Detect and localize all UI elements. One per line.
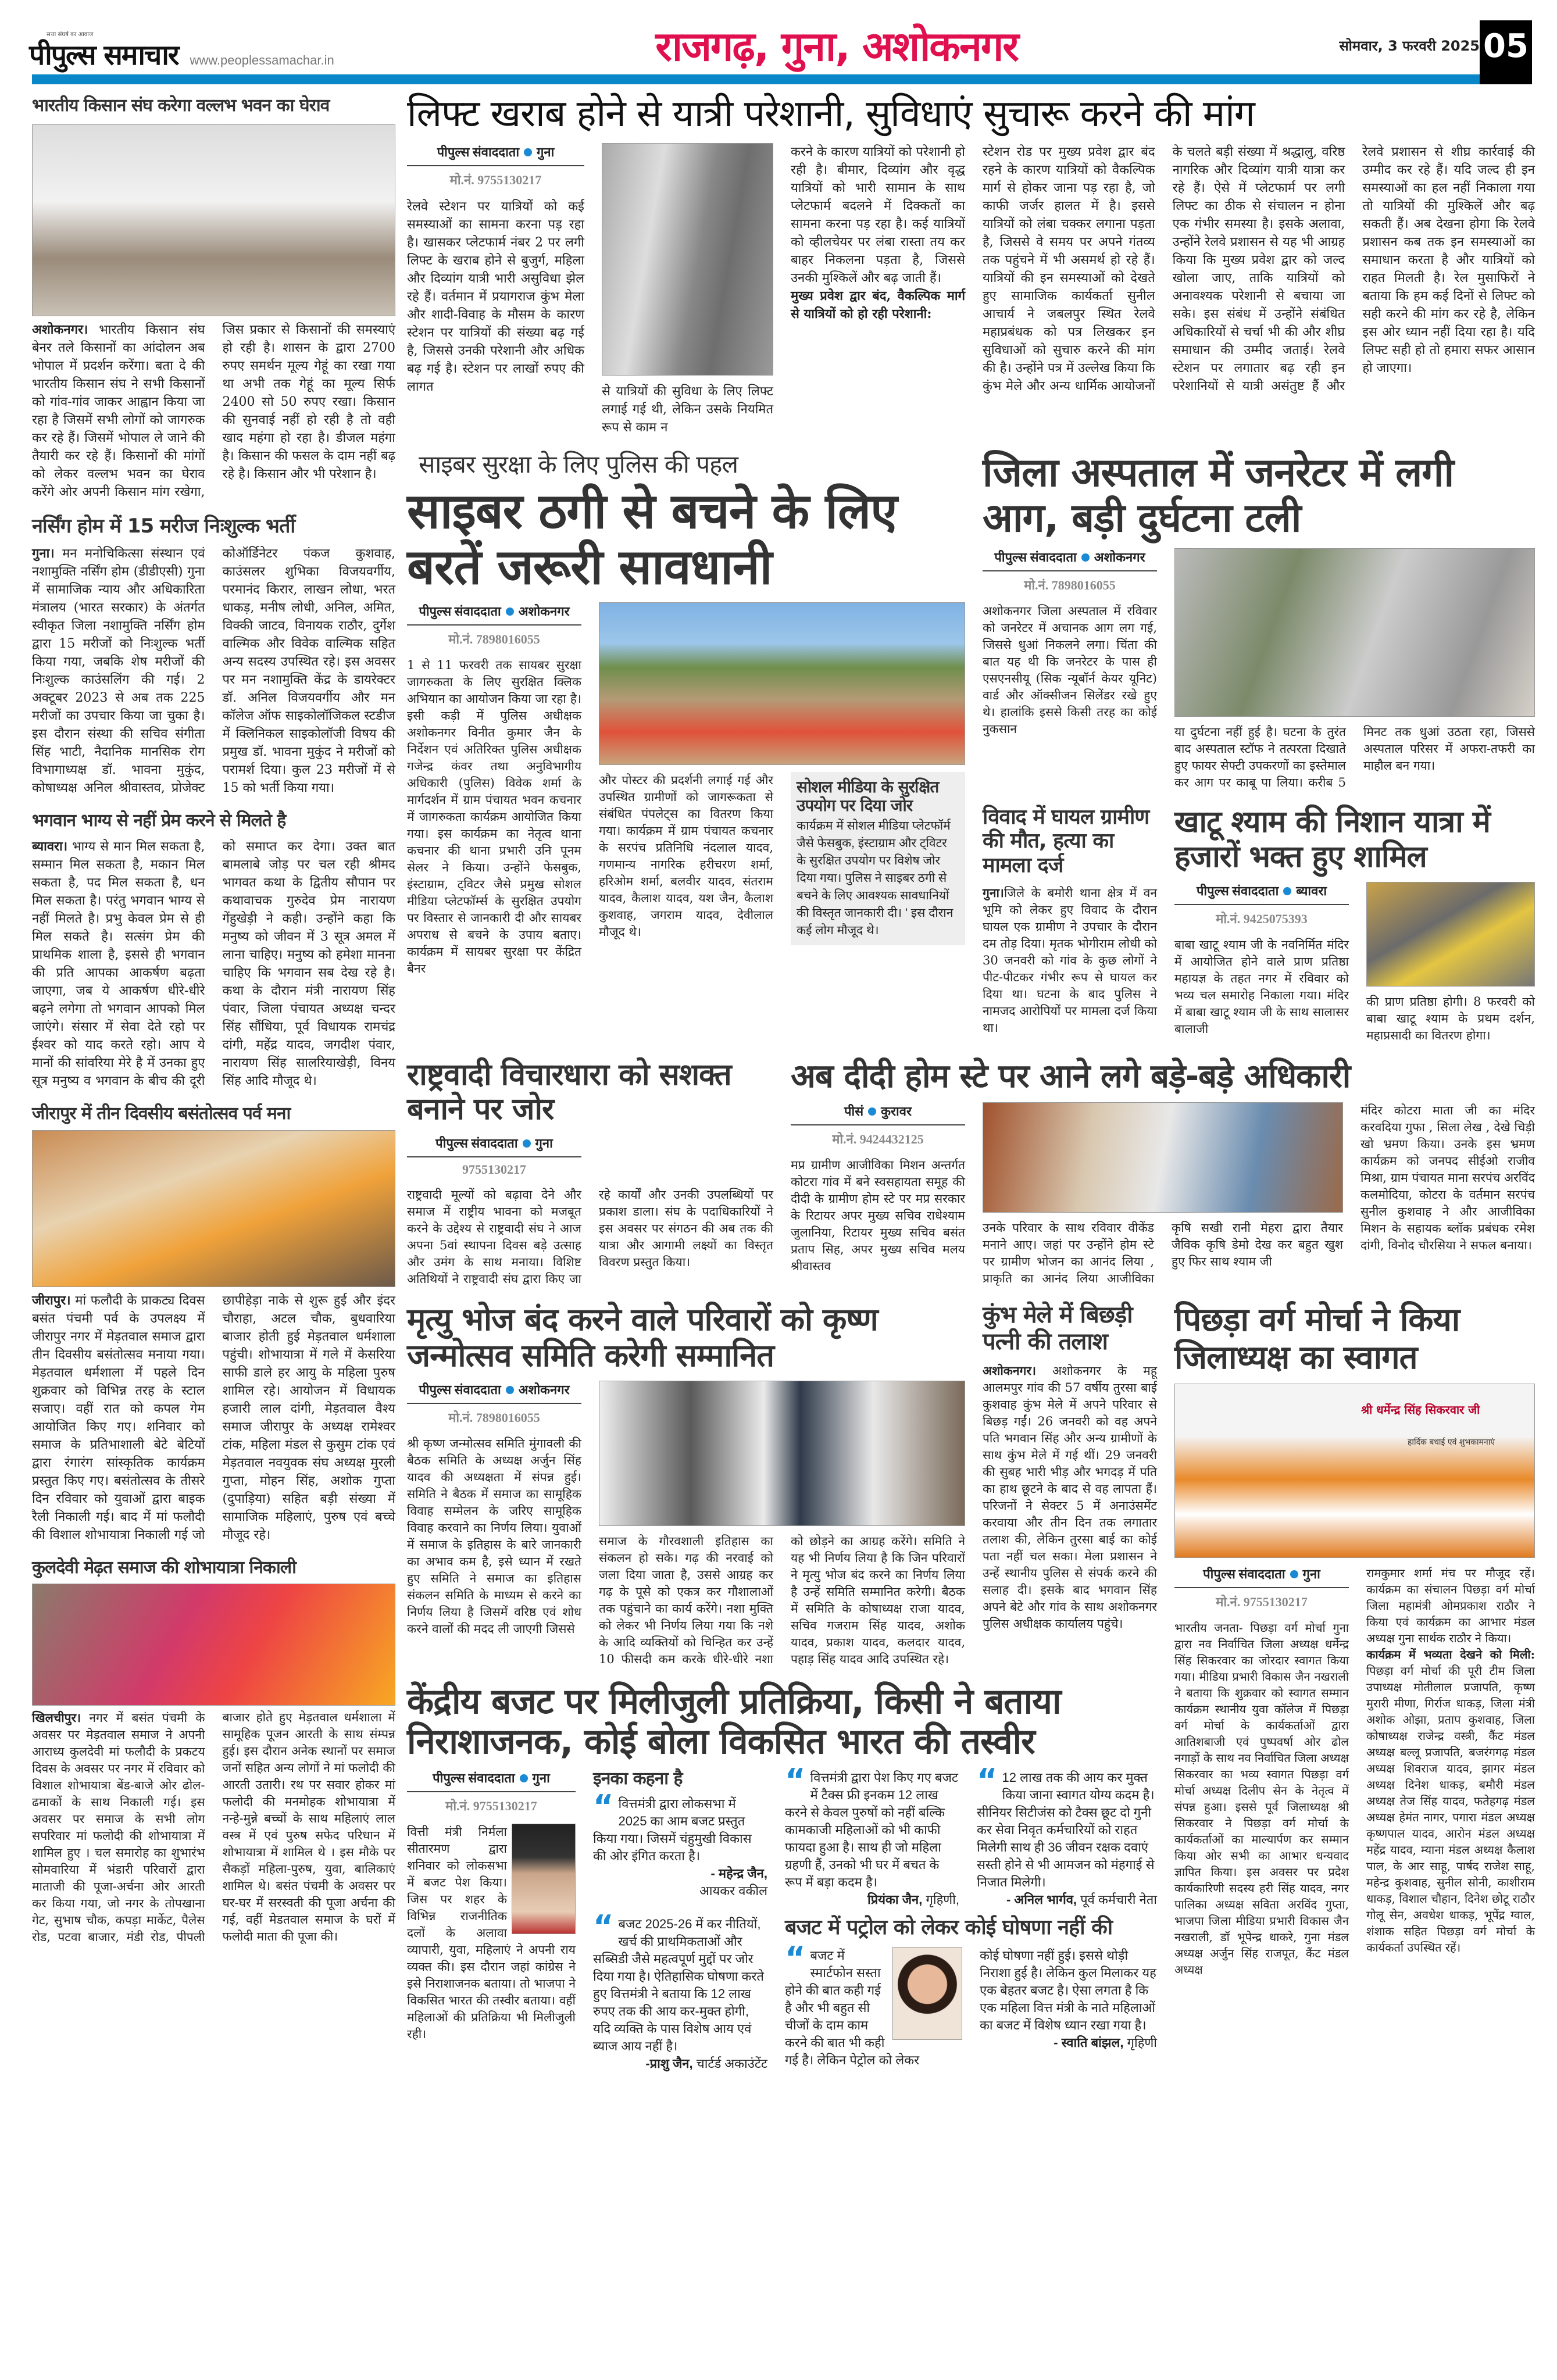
dateline: खिलचीपुर।: [32, 1710, 81, 1725]
reporter: पीपुल्स संवाददाता: [1196, 883, 1279, 898]
story-kuldevi: [32, 1558, 395, 1946]
opinion-text: बजट 2025-26 में कर नीतियों, खर्च की प्राथमिकताओं और सब्सिडी जैसे महत्वपूर्ण मुद्दों पर जोर दिया गया है। ऐतिहासिक घोषणा करते हुए वित्तमंत्री ने बताया कि 12 लाख रुपए तक की आय कर-मुक्त होगी, यदि व्यक्ति के पास विशेष आय एवं ब्याज आय नहीं है।: [593, 1917, 764, 2054]
article-text: 1 से 11 फरवरी तक सायबर सुरक्षा जागरुकता के लिए सुरक्षित क्लिक अभियान का आयोजन किया जा रहा है। इसी कड़ी में पुलिस अधीक्षक अशोकनगर विनीत कुमार जैन के निर्देशन एवं अतिरिक्त पुलिस अधीक्षक गजेन्द्र कंवर तथा अनुविभागीय अधिकारी (पुलिस) विवेक शर्मा के मार्गदर्शन में ग्राम पंचायत भवन कचनार में जागरुकता कार्यक्रम आयोजित किया गया। इस कार्यक्रम का नेतृत्व थाना कचनार की थाना प्रभारी उनि पूनम सेलर ने किया। उन्होंने फेसबुक, इंस्टाग्राम, ट्विटर जैसे प्रमुख सोशल मीडिया प्लेटफॉर्म्स के सुरक्षित उपयोग पर विस्तार से जानकारी दी और सायबर अपराध से बचने के उपाय बताए। कार्यक्रम में सायबर सुरक्षा पर केंद्रित बैनर: [407, 658, 581, 976]
section-title: राजगढ़, गुना, अशोकनगर: [655, 23, 1018, 70]
article-text: राष्ट्रवादी मूल्यों को बढ़ावा देने और समाज में राष्ट्रीय भावना को मजबूत करने के उद्देश्य से राष्ट्रवादी संघ ने आज अपना 5वां स्थापना दिवस बड़े उत्साह और उमंग के साथ मनाया। विशिष्ट अतिथियों ने राष्ट्रवादी संघ द्वारा किए जा रहे कार्यों और उनकी उपलब्धियों पर प्रकाश डाला। संघ के पदाधिकारियों ने इस अवसर पर संगठन की अब तक की यात्रा और आगामी लक्ष्यों का विस्तृत विवरण प्रस्तुत किया।: [407, 1188, 773, 1287]
photo-swati-banjhal: [892, 1947, 962, 2040]
mrityu-right: [599, 1381, 965, 1668]
dateline: ब्यावरा।: [32, 839, 68, 855]
cyber-right: [599, 602, 965, 945]
row-cyber-hospital: [407, 451, 1535, 1044]
photo-homestay-visit: [983, 1102, 1343, 1213]
opinions-row-2: [593, 1909, 1157, 2072]
byline: [407, 1134, 581, 1157]
photo-cyber-awareness-meeting: [599, 602, 965, 765]
logo-block: [29, 30, 178, 73]
khatu-columns: [1174, 882, 1535, 1044]
banner-greeting: हार्दिक बधाई एवं शुभकामनाएं: [1408, 1437, 1495, 1447]
headline: साइबर ठगी से बचने के लिए बरतें जरूरी सावधानी: [407, 482, 897, 596]
article-text: भारतीय जनता- पिछड़ा वर्ग मोर्चा गुना द्वारा नव निर्वाचित जिला अध्यक्ष धर्मेन्द्र सिंह सिकरवार का जोरदार स्वागत किया गया। मीडिया प्रभारी विकास जैन नखराली ने बताया कि शुक्रवार को स्वागत सम्मान कार्यक्रम स्थानीय युवा कॉलेज में पिछड़ा वर्ग मोर्चा के कार्यकर्ताओं द्वारा आतिशबाजी एवं पुष्पवर्षा ओर ढोल नगाड़ों के साथ नव निर्वाचित जिला अध्यक्ष सिकरवार का भव्य स्वागत पिछड़ा वर्ग मोर्चा अध्यक्ष दिलीप सेन के नेतृत्व में संपन्न हुआ। इससे पूर्व जिलाध्यक्ष श्री सिकरवार ने पिछड़ा वर्ग मोर्चा के कार्यकर्ताओं का माल्यार्पण कर सम्मान किया ओर सभी का आभार धन्यवाद ज्ञापित किया। इस अवसर पर प्रदेश कार्यकारिणी सदस्य हरी सिंह यादव, नगर पालिका अध्यक्ष सविता अरविंद गुप्ता, भाजपा जिला मीडिया प्रभारी विकास जैन नखराली, डॉ भूपेन्द्र धाकरे, गुना मंडल अध्यक्ष अर्जुन सिंह राजपूत, कैंट मंडल अध्यक्ष: [1174, 1620, 1349, 1977]
story-kumbh: [983, 1302, 1157, 1632]
header-rule: [32, 74, 1480, 84]
newspaper-logo[interactable]: पीपुल्स समाचार: [29, 39, 178, 72]
article-text: अशोकनगर जिला अस्पताल में रविवार को जनरेटर में अचानक आग लग गई, जिससे धुआं निकलने लगा। चिंता की बात यह थी कि जनरेटर के पास ही एसएनसीयू (सिक न्यूबॉर्न केयर यूनिट) वार्ड और ऑक्सीजन सिलेंडर रखे हुए थे। हालांकि इससे किसी तरह का कोई नुकसान: [983, 603, 1157, 736]
article-text: [407, 1824, 576, 2043]
article-text-part: करने के कारण यात्रियों को परेशानी हो रही है। बीमार, दिव्यांग और वृद्ध यात्रियों को भारी सामान के साथ प्लेटफार्म बदलने में दिक्कतों का सामना करना पड़ रहा है। कई यात्रियों को व्हीलचेयर पर लंबा रास्ता तय कर बाहर निकलना पड़ता है, जिससे उनकी मुश्किलें और बढ़ जाती हैं।: [791, 144, 965, 285]
story-jirapur: [32, 1104, 395, 1544]
photo-samiti-meeting: [599, 1381, 965, 1526]
mobile-number: 9755130217: [462, 1162, 526, 1177]
dateline: जीरापुर।: [32, 1292, 71, 1308]
byline: [407, 602, 581, 626]
quote-icon: “: [593, 1909, 614, 1946]
byline: [407, 1381, 581, 1404]
headline: केंद्रीय बजट पर मिलीजुली प्रतिक्रिया, किसी ने बताया निराशाजनक, कोई बोला विकसित भारत की तस्वीर: [407, 1681, 1061, 1763]
issue-date: सोमवार, 3 फरवरी 2025: [1339, 38, 1480, 54]
byline-block: [983, 548, 1157, 738]
article-text: मां फलौदी के प्राकट्य दिवस बसंत पंचमी पर्व के उपलक्ष्य में जीरापुर नगर में मेड़तवाल समाज द्वारा तीन दिवसीय बसंतोत्सव मनाया गया। मेड़तवाल धर्मशाला में पहले दिन शुक्रवार को विभिन्न तरह के स्टाल सजाए। वहीं रात को कपल गेम आयोजित किए गए। शनिवार को समाज के प्रतिभाशाली बेटे बेटियों द्वारा रंगारंग सांस्कृतिक कार्यक्रम प्रस्तुत किए गए। बसंतोत्सव के तीसरे दिन रविवार को युवाओं द्वारा बाइक रैली निकाली गई। बाद में मां फलौदी की विशाल शोभायात्रा निकाली गई जो छापीहेड़ा नाके से शुरू हुई और इंदर चौराहा, अटल चौक, बुधवारिया बाजार होती हुई मेड़तवाल धर्मशाला पहुंची। शोभायात्रा में गले में केसरिया साफी डाले हर आयु के महिला पुरुष शामिल रहे। आयोजन में विधायक हजारी लाल दांगी, मेड़तवाल वैश्य समाज जीरापुर के अध्यक्ष रामेश्वर टांक, महिला मंडल से कुसुम टांक एवं मेड़तवाल नवयुवक संघ अध्यक्ष मुरली गुप्ता, मोहन सिंह, अशोक गुप्ता (दुपाड़िया) सहित बड़ी संख्या में सामाजिक महिलाएं, पुरुष एवं बच्चे मौजूद रहे।: [32, 1293, 395, 1542]
article-body: [983, 1362, 1157, 1632]
didi-columns: [791, 1102, 1535, 1287]
place: गुना: [535, 1136, 553, 1151]
headline: पिछड़ा वर्ग मोर्चा ने किया जिलाध्यक्ष का स्वागत: [1174, 1301, 1460, 1377]
story-vivad: [983, 805, 1157, 1037]
cyber-lower: [599, 772, 965, 945]
opinion-role: चार्टर्ड अकाउंटेंट: [696, 2056, 767, 2071]
quote-icon: “: [593, 1788, 614, 1825]
petrol-box: [785, 1916, 1157, 2068]
byline: [407, 1769, 576, 1792]
article-body: [32, 321, 395, 501]
byline-block: [407, 143, 584, 396]
quote-icon: “: [785, 1762, 806, 1799]
headline: अब दीदी होम स्टे पर आने लगे बड़े-बड़े अधिकारी: [791, 1057, 1351, 1095]
photo-broken-lift: [602, 143, 773, 376]
reporter: पीपुल्स संवाददाता: [1203, 1566, 1285, 1581]
mobile-number: मो.नं. 9755130217: [449, 172, 542, 187]
sidebar-title: सोशल मीडिया के सुरक्षित उपयोग पर दिया जोर: [797, 777, 939, 816]
story-budget: [407, 1682, 1157, 2072]
opinion-author: [980, 2034, 1157, 2052]
article-text: समाज के गौरवशाली इतिहास का संकलन हो सके। गढ़ की नरवाई को जला दिया जाता है, उससे आग्रह कर गढ़ के पूसे को एकत्र कर गौशालाओं तक पहुंचाने का कार्य करेंगे। नशा मुक्ति को लेकर भी निर्णय लिया गया कि नशे के आदि व्यक्तियों को चिन्हित कर उन्हें 10 फीसदी कम करके धीरे-धीरे नशा को छोड़ने का आग्रह करेंगे। समिति ने यह भी निर्णय लिया है कि जिन परिवारों ने मृत्यु भोज बंद करने का निर्णय लिया है उन्हें समिति सम्मानित करेगी। बैठक में समिति के कोषाध्यक्ष राजा यादव, सचिव गजराम सिंह यादव, अशोक यादव, प्रकाश यादव, कलदार यादव, पहाड़ सिंह यादव आदि उपस्थित रहे।: [599, 1534, 965, 1667]
opinion-text: वित्तमंत्री द्वारा पेश किए गए बजट में टैक्स फ्री इनकम 12 लाख करने से केवल पुरुषों को नहीं बल्कि कामकाजी महिलाओं को भी काफी फायदा हुआ है। साथ ही जो महिला ग्रहणी हैं, उनको भी घर में बचत के रूप में बड़ा कदम है।: [785, 1770, 958, 1890]
opinion-author: - महेन्द्र जैन,: [710, 1866, 767, 1881]
hospital-columns: [983, 548, 1535, 791]
mobile-number: मो.नं. 7898016055: [448, 632, 540, 647]
bullet-dot-icon: [868, 1107, 876, 1116]
article-body: [32, 545, 395, 797]
article-text: उनके परिवार के साथ रविवार वीकेंड मनाने आए। जहां पर उन्होंने होम स्टे पर ग्रामीण भोजन का आनंद लिया , प्राकृति का आनंद लिया आजीविका कृषि सखी रानी मेहरा द्वारा तैयार जैविक कृषि डेमो देख कर बहुत खुश हुए फिर साथ श्याम जी: [983, 1220, 1343, 1285]
story-didi-homestay: [791, 1058, 1535, 1287]
petrol-columns: [785, 1939, 1157, 2069]
headline: राष्ट्रवादी विचारधारा को सशक्त बनाने पर जोर: [407, 1057, 731, 1127]
dateline: अशोकनगर।: [983, 1363, 1036, 1378]
article-text: या दुर्घटना नहीं हुई है। घटना के तुरंत बाद अस्पताल स्टॉफ ने तत्परता दिखाते हुए फायर सेफ्टी उपकरणों का इस्तेमाल कर आग पर काबू पा लिया। करीब 5 मिनट तक धुआं उठता रहा, जिससे अस्पताल परिसर में अफरा-तफरी का माहौल बन गया।: [1174, 724, 1535, 789]
story-pichhda-varg: [1174, 1302, 1535, 1978]
article-body: [32, 1292, 395, 1544]
bullet-dot-icon: [506, 1386, 514, 1394]
opinion-text: बजट में स्मार्टफोन सस्ता होने की बात कही गई है और भी बहुत सी चीजों के दाम काम करने की बात भी कही गई है। लेकिन पेट्रोल को लेकर: [785, 1947, 920, 2067]
place: गुना: [1302, 1566, 1320, 1581]
page-number-text: 05: [1483, 27, 1529, 65]
lower-left: [407, 1302, 1157, 2072]
place: गुना: [532, 1771, 550, 1786]
place: कुरावर: [881, 1103, 912, 1118]
opinion-3: [977, 1762, 1157, 1909]
article-text: भाग्य से मान मिल सकता है, सम्मान मिल सकता है, मकान मिल सकता है, पद मिल सकता है, धन मिल सकता है। परंतु भगवान भाग्य से नहीं मिलते है। प्रभु केवल प्रेम से ही मिल सकते है। सत्संग प्रेम की प्राथमिक शाला है, इससे ही भगवान की प्रति आपका आकर्षण बढ़ता जाएगा, जब ये आकर्षण धीरे-धीरे बढ़ने लगेगा तो भगवान आपको मिल जाएंगे। संसार में सेवा देते रहो पर ईश्वर को याद करते रहो। आप ये मानों की सांवरिया मेरे है में उनका हुए सूत्र मनुष्य व भगवान के बीच की दूरी को समाप्त कर देगा। उक्त बात बामलाबे जोड़ पर चल रही श्रीमद भागवत कथा के द्वितीय सौपान पर कथावाचक गुरुदेव प्रेम नारायण गेंहुखेड़ी ने कही। उन्होंने कहा कि मनुष्य को जीवन में 3 सूत्र अमल में लाना चाहिए। मनुष्य को हमेशा मानना चाहिए कि भगवान सब देख रहे है। कथा के दौरान मंत्री नारायण सिंह पंवार, जिला पंचायत अध्यक्ष चन्दर सिंह सौंधिया, पूर्व विधायक रामचंद्र दांगी, महेंद्र यादव, जगदीश पंवार, नारायण सिंह सालरियाखेड़ी, विनय सिंह आदि मौजूद थे।: [32, 839, 395, 1089]
author-name: -प्राशु जैन,: [645, 2056, 693, 2071]
bullet-dot-icon: [506, 607, 514, 616]
place: अशोकनगर: [518, 604, 570, 619]
row-lower: [407, 1302, 1535, 2072]
photo-column: [602, 143, 773, 437]
mrityu-columns: [407, 1381, 965, 1668]
mobile-number: मो.नं. 7898016055: [1024, 577, 1116, 592]
byline: [1174, 882, 1349, 905]
article-text-part: वित्ती मंत्री निर्मला सीतारमण द्वारा शनिवार को लोकसभा में बजट पेश किया। जिस पर शहर के विभिन्न राजनीतिक दलों के अलावा व्यापारी, युवा, महिलाएं ने अपनी राय व्यक्त की। इस दौरान जहां कांग्रेस ने इसे निराशाजनक बताया। तो भाजपा ने विकसित भारत की तस्वीर बताया। वहीं महिलाओं की प्रतिक्रिया भी मिलीजुली रही।: [407, 1825, 576, 2042]
petrol-quote-right: [980, 1947, 1157, 2052]
reporter: पीपुल्स संवाददाता: [419, 1382, 501, 1398]
opinions-row-1: [593, 1762, 1157, 1909]
didi-middle: [983, 1102, 1343, 1287]
hospital-right: [1174, 548, 1535, 791]
article-body: [32, 838, 395, 1090]
pichhda-columns: [1174, 1565, 1535, 1978]
quote-icon: “: [977, 1762, 998, 1799]
reporter: पीपुल्स संवाददाता: [994, 549, 1077, 564]
row-vivad-khatu: [983, 805, 1535, 1044]
article-text: [791, 143, 965, 323]
website-link[interactable]: www.peoplessamachar.in: [190, 53, 334, 67]
petrol-headline: बजट में पट्रोल को लेकर कोई घोषणा नहीं की: [785, 1916, 1113, 1940]
byline-block: [407, 602, 581, 977]
mobile-number: मो.नं. 9755130217: [1216, 1594, 1308, 1609]
opinion-2: [785, 1762, 959, 1909]
opinion-author: [593, 2055, 767, 2072]
story-cyber: [407, 451, 965, 977]
author-name: - स्वाति बांझल,: [1054, 2035, 1124, 2050]
author-name: प्रियंका जैन,: [867, 1892, 923, 1907]
headline: जीरापुर में तीन दिवसीय बसंतोत्सव पर्व मना: [32, 1103, 291, 1124]
opinion-role: गृहिणी: [1127, 2035, 1157, 2050]
sidebar-social-media: [791, 772, 965, 945]
place: गुना: [537, 144, 555, 159]
article-body: [32, 1709, 395, 1946]
byline-block: [1174, 882, 1349, 1038]
page-number: [1480, 20, 1532, 84]
headline: भारतीय किसान संघ करेगा वल्लभ भवन का घेराव: [32, 95, 330, 116]
author-name: - अनिल भार्गव,: [1006, 1892, 1077, 1907]
story-nursing: [32, 515, 395, 797]
headline: विवाद में घायल ग्रामीण की मौत, हत्या का मामला दर्ज: [983, 805, 1149, 877]
article-text: बाबा खाटू श्याम जी के नवनिर्मित मंदिर में आयोजित होने वाले प्राण प्रतिष्ठा महायज्ञ के तहत नगर में रविवार को भव्य चल समारोह निकाला गया। मंदिर में बाबा खाटू श्याम जी के साथ सालासर बालाजी: [1174, 937, 1349, 1036]
opinion-1: [593, 1769, 767, 1900]
opinion-role: आयकर वकील: [699, 1883, 767, 1898]
story-kisan: [32, 96, 395, 501]
headline: कुलदेवी मेढ़त समाज की शोभायात्रा निकाली: [32, 1557, 296, 1578]
story-rashtravadi: [407, 1058, 773, 1288]
photo-jirapur-procession: [32, 1130, 395, 1287]
opinion-author: [785, 1891, 959, 1909]
budget-columns: [407, 1762, 1157, 2072]
reporter: पीपुल्स संवाददाता: [419, 604, 501, 619]
opinion-text: कोई घोषणा नहीं हुई। इससे थोड़ी निराशा हुई है। लेकिन कुल मिलाकर यह एक बेहतर बजट है। ऐसा लगता है कि एक महिला वित्त मंत्री के नाते महिलाओं का बजट में विशेष ध्यान रखा गया है।: [980, 1947, 1156, 2032]
masthead: [29, 17, 1535, 84]
headline: नर्सिंग होम में 15 मरीज निःशुल्क भर्ती: [32, 514, 295, 538]
photo-kisan-protest: [32, 124, 395, 316]
story-bhagwan: [32, 811, 395, 1091]
article-text: रेलवे स्टेशन पर यात्रियों को कई समस्याओं का सामना करना पड़ रहा है। खासकर प्लेटफार्म नंबर 2 पर लगी लिफ्ट के खराब होने से बुजुर्ग, महिला और दिव्यांग यात्री भारी असुविधा झेल रहे हैं। वर्तमान में प्रयागराज कुंभ मेला और शादी-विवाह के मौसम के कारण स्टेशन पर यात्रियों की संख्या बढ़ गई है, जिससे उनकी परेशानी और अधिक बढ़ गई है। स्टेशन पर लाखों रुपए की लागत: [407, 199, 584, 394]
opinion-role: पूर्व कर्मचारी नेता: [1080, 1892, 1157, 1907]
photo-finance-minister: [512, 1824, 576, 1934]
article-body: [983, 884, 1157, 1037]
opinion-text: वित्तमंत्री द्वारा लोकसभा में 2025 का आम बजट प्रस्तुत किया गया। जिसमें चंहुमुखी विकास की ओर इंगित करता है।: [593, 1796, 752, 1863]
photo-kuldevi-procession: [32, 1584, 395, 1706]
reporter: पीपुल्स संवाददाता: [437, 144, 520, 159]
right-area: [407, 93, 1535, 2072]
byline-block: [407, 1381, 581, 1638]
logo-tagline: सत्ता संघर्ष का आवाज: [47, 31, 94, 38]
dateline: गुना।: [32, 545, 55, 561]
dateline: अशोकनगर।: [32, 321, 88, 337]
petrol-quote-left: [785, 1939, 962, 2069]
byline: [1174, 1565, 1349, 1588]
header-top-row: [29, 17, 1480, 73]
khatu-right: [1366, 882, 1535, 1044]
subheading: मुख्य प्रवेश द्वार बंद, वैकल्पिक मार्ग से यात्रियों को हो रही परेशानी:: [791, 288, 965, 321]
byline-block: [791, 1102, 965, 1275]
subheading: कार्यक्रम में भव्यता देखने को मिली:: [1366, 1647, 1535, 1661]
byline: [407, 143, 584, 166]
byline: [983, 548, 1157, 571]
article-text: मन मनोचिकित्सा संस्थान एवं नशामुक्ति नर्सिंग होम (डीडीएसी) गुना में सामाजिक न्याय और अधिकारिता मंत्रालय (भारत सरकार) के अंतर्गत स्वीकृत जिला नशामुक्ति नर्सिंग होम द्वारा 15 मरीजों को निःशुल्क भर्ती किया गया, जबकि शेष मरीजों की निःशुल्क काउंसलिंग की गई। 2 अक्टूबर 2023 से अब तक 225 मरीजों का उपचार किया जा चुका है। इस दौरान संस्था की सचिव संगीता सिंह भाटी, नैदानिक मानसिक रोग विभागाध्यक्ष डॉ. भावना मुकुंद, कोषाध्यक्ष अनिल श्रीवास्तव, प्रोजेक्ट कोऑर्डिनेटर पंकज कुशवाह, काउंसलर शुभिका विजयवर्गीय, परमानंद किरार, लाखन लोधा, भरत धाकड़, मनीष लोधी, अनिल, अमित, विक्की जाटव, विनायक राठौर, दुर्गेश वाल्मिक और विवेक वाल्मिक सहित अन्य सदस्य उपस्थित रहे। इस अवसर पर मन नशामुक्ति केंद्र के डायरेक्टर डॉ. अनिल विजयवर्गीय और मन कॉलेज ऑफ साइकोलॉजिकल स्टडीज में क्लिनिकल साइकोलॉजी विषय की प्रमुख डॉ. भावना मुकुंद ने मरीजों को परामर्श दिया। कुल 23 मरीजों में से 15 को भर्ती किया गया।: [32, 546, 395, 795]
reporter: पीपुल्स संवाददाता: [435, 1136, 518, 1151]
bullet-dot-icon: [1290, 1570, 1298, 1578]
story-khatu: [1174, 805, 1535, 1044]
right-stack: [983, 451, 1535, 1044]
article-text: जिले के बमोरी थाना क्षेत्र में वन भूमि को लेकर हुए विवाद के दौरान घायल एक ग्रामीण ने उपचार के दौरान दम तोड़ दिया। मृतक भोगीराम लोधी को 30 जनवरी को गांव के कुछ लोगों ने पीट-पीटकर गंभीर रूप से घायल कर दिया था। घटना के बाद पुलिस ने नामजद आरोपियों पर मामला दर्ज किया था।: [983, 886, 1157, 1035]
left-column: [32, 96, 395, 1960]
bullet-dot-icon: [1283, 887, 1291, 895]
bullet-dot-icon: [1081, 553, 1090, 562]
article-text: श्री कृष्ण जन्मोत्सव समिति मुंगावली की बैठक समिति के अध्यक्ष अर्जुन सिंह यादव की अध्यक्षता में संपन्न हुई। समिति ने बैठक में समाज का सामूहिक विवाह सम्मेलन के जरिए सामूहिक विवाह करवाने का निर्णय लिया। युवाओं में समाज के इतिहास के बारे जानकारी का अभाव कम है, इसे ध्यान में रखते हुए समिति ने समाज का इतिहास संकलन समिति के माध्यम से करने का निर्णय लिया है जिसमें वरिष्ठ एवं शोध करने वालों की मदद ली जाएगी जिससे: [407, 1436, 581, 1636]
banner-name: श्री धर्मेन्द्र सिंह सिकरवार जी: [1361, 1402, 1480, 1417]
article-text-part: रामकुमार शर्मा मंच पर मौजूद रहें। कार्यक्रम का संचालन पिछड़ा वर्ग मोर्चा जिला महामंत्री ओमप्रकाश राठौर ने किया एवं कार्यक्रम का आभार मंडल अध्यक्ष गुना सार्थक राठौर ने किया।: [1366, 1566, 1535, 1645]
article-text: मप्र ग्रामीण आजीविका मिशन अन्तर्गत कोटरा गांव में बने स्वसहायता समूह की दीदी के ग्रामीण होम स्टे पर मप्र सरकार के रिटायर अपर मुख्य सचिव राधेश्याम जुलानिया, रिटायर मुख्य सचिव बसंत प्रताप सिह, अपर मुख्य सचिव मलय श्रीवास्तव: [791, 1157, 965, 1273]
dateline: गुना।: [983, 885, 1004, 900]
story-mrityu-bhoj: [407, 1302, 965, 1668]
opinion-4: [593, 1909, 767, 2072]
mobile-number: मो.नं. 9755130217: [445, 1799, 537, 1814]
opinion-text: 12 लाख तक की आय कर मुक्त किया जाना स्वागत योग्य कदम है। सीनियर सिटीजंस को टैक्स छूट दो गुनी कर सेवा निवृत कर्मचारियों को राहत मिलेगी साथ ही 36 जीवन रक्षक दवाएं सस्ती होने से भी आमजन को मंहगाई से निजात मिलेगी।: [977, 1770, 1155, 1890]
reporter: पीसं: [844, 1103, 864, 1118]
bullet-dot-icon: [520, 1774, 528, 1782]
opinion-role: गृहिणी,: [926, 1892, 959, 1907]
article-text: मंदिर कोटरा माता जी का मंदिर करवदिया गुफा , सिला लेख , देखे चिड़ी खो भ्रमण किया। उनके इस भ्रमण कार्यक्रम को जनपद सीईओ राजीव मिश्रा, ग्राम पंचायत माना सरपंच अरविंद कलमोदिया, कोटरा के वर्तमान सरपंच सुनील कुशवाह ने और आजीविका मिशन के सहायक ब्लॉक प्रबंधक रमेश दांगी, विनोद चौरसिया ने सफल बनाया।: [1360, 1103, 1535, 1252]
byline-block: [1174, 1565, 1349, 1978]
bullet-dot-icon: [524, 148, 532, 156]
opinions-title: इनका कहना है: [593, 1768, 683, 1789]
reporter: पीपुल्स संवाददाता: [433, 1771, 515, 1786]
article-text: अशोकनगर के महू आलमपुर गांव की 57 वर्षीय तुरसा बाई कुशवाह कुंभ मेले में अपने परिवार से बिछड़ गईं। 26 जनवरी को वह अपने पति भगवान सिंह और अन्य ग्रामीणों के साथ कुंभ मेले में गई थीं। 29 जनवरी की सुबह भारी भीड़ और भगदड़ में पति का हाथ छूटने के बाद से वह लापता हैं। परिजनों ने सेक्टर 5 में अनाउंसमेंट करवाया और तीन दिन तक लगातार तलाश की, लेकिन तुरसा बाई का कोई पता नहीं चल सका। मेला प्रशासन ने उन्हें स्थानीय पुलिस से संपर्क करने की सलाह दी। इसके बाद भगवान सिंह अपने बेटे और गांव के साथ अशोकनगर पुलिस अधीक्षक कार्यालय पहुंचे।: [983, 1364, 1157, 1631]
bullet-dot-icon: [523, 1139, 531, 1148]
sidebar-text: कार्यक्रम में सोशल मीडिया प्लेटफॉर्म जैसे फेसबुक, इंस्टाग्राम और ट्विटर के सुरक्षित उपयोग पर विशेष जोर दिया गया। पुलिस ने साइबर ठगी से बचने के लिए आवश्यक सावधानियों की विस्तृत जानकारी दी। ' इस दौरान कई लोग मौजूद थे।: [797, 819, 954, 938]
article-text: की प्राण प्रतिष्ठा होगी। 8 फरवरी को बाबा खाटू श्याम के प्रथम दर्शन, महाप्रसादी का वितरण होगा।: [1366, 994, 1535, 1042]
lift-columns: [407, 143, 1535, 437]
article-text: नगर में बसंत पंचमी के अवसर पर मेड़तवाल समाज ने अपनी आराध्य कुलदेवी मां फलौदी के प्रकटय दिवस के अवसर पर नगर में रविवार को विशाल शोभायात्रा बेंड-बाजे ओर ढोल-ढमाकों के साथ निकाली गई। इस अवसर पर समाज के सभी लोग सपरिवार मां फलोदी की शोभायात्रा में शामिल हुए । चल समारोह का शुभारंभ सोमवारिया में भंडारी परिवारों द्वारा माताजी की पूजा-अर्चना ओर आरती कर किया गया, जो नगर के तोपखाना गेट, सुभाष चौक, कपड़ा मार्केट, पैलेस रोड, पटवा बाजार, मंडी रोड, पीपली बाजार होते हुए मेड़तवाल धर्मशाला में सामूहिक पूजन आरती के साथ संम्पन्न हुई। इस दौरान अनेक स्थानों पर समाज जनों सहित अन्य लोगों ने मां फलोदी की आरती उतारी। रथ पर सवार होकर मां फलोदी की मनमोहक शोभायात्रा में नन्हे-मुन्ने बच्चों के साथ महिलाएं लाल वस्त्र में एवं पुरुष सफेद परिधान में शोभायात्रा में शामिल थे । इस मौके पर सैकड़ों महिला-पुरुष, युवा, बालिकाएं शामिल थे। बसंत पंचमी के अवसर पर घर-घर में सरस्वती की पूजा अर्चना की गई, वहीं मेडतवाल समाज के घरों में फलोदी माता की पूजा की।: [32, 1710, 395, 1945]
byline: [791, 1102, 965, 1125]
photo-khatu-yatra: [1366, 882, 1535, 987]
byline-block: [407, 1134, 581, 1177]
headline: कुंभ मेले में बिछड़ी पत्नी की तलाश: [983, 1302, 1133, 1356]
headline: जिला अस्पताल में जनरेटर में लगी आग, बड़ी दुर्घटना टली: [983, 449, 1454, 541]
article-text: [1366, 1565, 1535, 1956]
article-text: से यात्रियों की सुविधा के लिए लिफ्ट लगाई गई थी, लेकिन उसके नियमित रूप से काम न: [602, 384, 773, 435]
article-text: स्टेशन रोड पर मुख्य प्रवेश द्वार बंद रहने के कारण यात्रियों को वैकल्पिक मार्ग से होकर जाना पड़ रहा है, जो काफी जर्जर हालत में है। इससे यात्रियों को लंबा चक्कर लगाना पड़ता है, जिससे वे समय पर अपने गंतव्य तक पहुंचने में भी असमर्थ हो रहे हैं। यात्रियों की इन समस्याओं को देखते हुए सामाजिक कार्यकर्ता सुनील आचार्य ने जबलपुर स्थित रेलवे महाप्रबंधक को पत्र लिखकर इन सुविधाओं को सुचारु करने की मांग की है। उन्होंने पत्र में उल्लेख किया कि कुंभ मेले और अन्य धार्मिक आयोजनों के चलते बड़ी संख्या में श्रद्धालु, वरिष्ठ नागरिक और दिव्यांग यात्री यात्रा कर रहे हैं। ऐसे में प्लेटफार्म पर लगी लिफ्ट का ठीक से संचालन न होना एक गंभीर समस्या है। इसके अलावा, उन्होंने रेलवे प्रशासन से यह भी आग्रह किया कि मुख्य प्रवेश द्वार को जल्द खोला जाए, ताकि यात्रियों को अनावश्यक परेशानी से बचाया जा सके। इस संबंध में उन्होंने संबंधित अधिकारियों से चर्चा भी की और शीघ्र समाधान की उम्मीद जताई। रेलवे स्टेशन पर लगातार बढ़ रही इन परेशानियों से यात्री असंतुष्ट हैं और रेलवे प्रशासन से शीघ्र कार्रवाई की उम्मीद कर रहे हैं। यदि जल्द ही इन समस्याओं का हल नहीं निकाला गया तो यात्रियों की मुश्किलें और बढ़ सकती हैं। अब देखना होगा कि रेलवे प्रशासन कब तक इन समस्याओं का समाधान करता है और यात्रियों को राहत मिलती है। रेल मुसाफिरों ने बताया कि हम कई दिनों से लिफ्ट को सही करने की मांग कर रहे है, लेकिन इस ओर ध्यान नहीं दिया रहा है। यदि लिफ्ट सही हो तो हमारा सफर आसान हो जाएगा।: [983, 144, 1535, 394]
story-hospital: [983, 451, 1535, 791]
story-lift: [407, 93, 1535, 437]
mobile-number: मो.नं. 9425075393: [1216, 911, 1308, 926]
opinion-author: [977, 1891, 1157, 1909]
headline: खाटू श्याम की निशान यात्रा में हजारों भक्त हुए शामिल: [1174, 804, 1490, 874]
opinions-section: [593, 1762, 1157, 2072]
mobile-number: मो.नं. 9424432125: [832, 1131, 924, 1146]
article-text: और पोस्टर की प्रदर्शनी लगाई गई और उपस्थित ग्रामीणों को जागरूकता से संबंधित पंपलेट्स का वितरण किया गया। कार्यक्रम में ग्राम पंचायत कचनार के सरपंच प्रतिनिधि नंदलाल यादव, गणमान्य नागरिक हरीचरण शर्मा, हरिओम शर्मा, बलवीर यादव, संतराम यादव, कैलाश यादव, यश जैन, कैलाश कुशवाह, जगराम यादव, देवीलाल मौजूद थे।: [599, 773, 773, 939]
place: अशोकनगर: [1094, 549, 1145, 564]
cyber-columns: [407, 602, 965, 977]
headline: भगवान भाग्य से नहीं प्रेम करने से मिलते है: [32, 810, 286, 831]
row-mrityu-kumbh: [407, 1302, 1157, 1668]
place: अशोकनगर: [518, 1382, 570, 1398]
article-text-part: पिछड़ा वर्ग मोर्चा की पूरी टीम जिला उपाध्यक्ष मोतीलाल प्रजापति, कृष्ण मुरारी मीणा, गिर्राज धाकड़, जिला मंत्री अशोक ओझा, प्रताप कुशवाह, जिला कोषाध्यक्ष राजेन्द्र वस्त्री, कैंट मंडल अध्यक्ष बल्लू प्रजापति, बजरंगगढ़ मंडल अध्यक्ष शिवराज यादव, झागर मंडल अध्यक्ष दिनेश धाकड़, बमौरी मंडल अध्यक्ष तेज सिंह यादव, फतेहगढ़ मंडल अध्यक्ष हेमंत नागर, पगारा मंडल अध्यक्ष कृष्णपाल यादव, आरोन मंडल अध्यक्ष महेंद्र यादव, म्याना मंडल अध्यक्ष कैलाश पाल, के आर साहू, पार्षद राजेश साहू, महेन्द्र कुशवाह, सुनील सोनी, काशीराम धाकड़, विशाल चौहान, दिनेश छोटू राठौर गोलू सेन, अवधेश धाकड़, भूपेंद्र ग्वाल, शंशाक सहित पिछड़ा वर्ग मोर्चा के कार्यकर्ता उपस्थित रहें।: [1366, 1663, 1535, 1954]
kicker: साइबर सुरक्षा के लिए पुलिस की पहल: [419, 449, 738, 478]
photo-welcome-ceremony: [1174, 1384, 1535, 1558]
mobile-number: मो.नं. 7898016055: [448, 1410, 540, 1425]
quote-icon: “: [785, 1939, 806, 1977]
article-text: भारतीय किसान संघ बेनर तले किसानों का आंदोलन अब भोपाल में प्रदर्शन करेंगा। बता दे की भारतीय किसान संघ ने सभी किसानों को गांव-गांव जाकर आह्वान किया जा रहा है जिसमें सभी लोगों को जागरुक कर रहे हैं। जिसमें भोपाल ले जाने की तैयारी कर रहे हैं। किसानों की मांगों को लेकर वल्लभ भवन का घेराव करेंगे ओर अपनी किसान मांग रखेगा, जिस प्रकार से किसानों की समस्याएं हो रही है। शासन के द्वारा 2700 रुपए समर्थन मूल्य गेहूं का रखा गया था अभी तक गेहूं का मूल्य सिर्फ 2400 सो 50 रुपए रखा। किसान की सुनवाई नहीं हो रही है तो वही खाद महंगा हो रहा है। डीजल महंगा है। किसान की फसल के दाम नहीं बढ़ रहे है। किसान और भी परेशान है।: [32, 322, 395, 499]
lead-headline: लिफ्ट खराब होने से यात्री परेशानी, सुविधाएं सुचारू करने की मांग: [407, 92, 1255, 135]
byline-block: [407, 1769, 576, 2043]
place: ब्यावरा: [1296, 883, 1327, 898]
photo-hospital-fire: [1174, 548, 1535, 717]
headline: मृत्यु भोज बंद करने वाले परिवारों को कृष्ण जन्मोत्सव समिति करेगी सम्मानित: [407, 1301, 878, 1374]
row-rashtravadi-didi: [407, 1058, 1535, 1288]
